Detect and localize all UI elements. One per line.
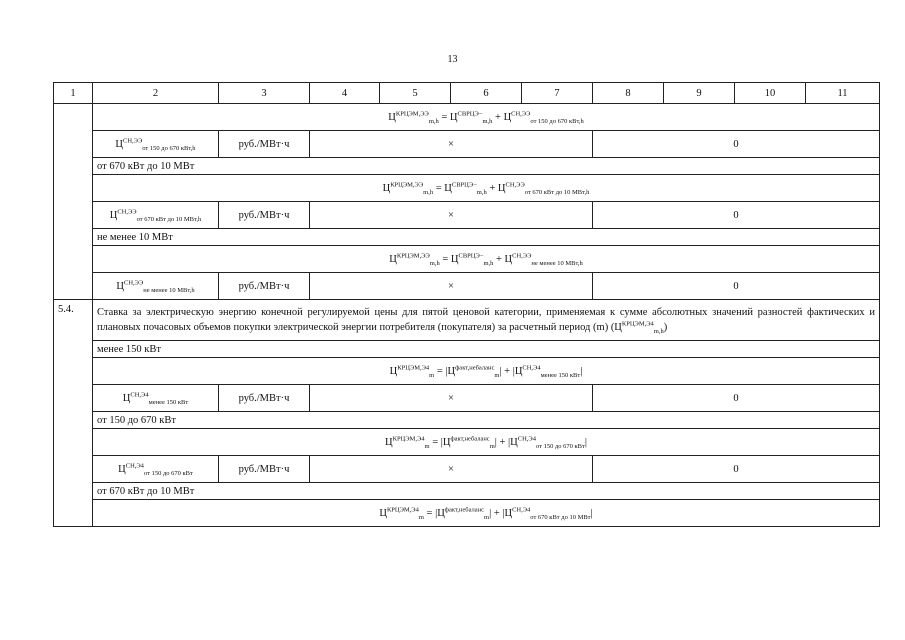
variable-cell: $Ц^{СН,Э4}_{от 150 до 670 кВт}$ — [93, 456, 219, 483]
cross-cell: × — [310, 385, 593, 412]
zero-cell: 0 — [593, 131, 880, 158]
range-row — [54, 158, 880, 175]
page-number: 13 — [447, 54, 458, 65]
col-header: 7 — [522, 83, 593, 104]
value-row — [54, 202, 880, 229]
section-row — [54, 300, 880, 341]
section-description: Ставка за электрическую энергию конечной регулируемой цены для пятой ценовой категории, применяемая к сумме абсолютных значений разностей фактических и плановых почасовых объемов покупки электрической энергии потребителя (покупателя) за расчетный период (m) $(Ц^{КРЦЭМ,Э4}_{m,h})$ — [93, 300, 880, 341]
row-number-cell — [54, 104, 93, 300]
variable-cell: $Ц^{СН,ЭЭ}_{от 150 до 670 кВт,h}$ — [93, 131, 219, 158]
col-header: 10 — [735, 83, 806, 104]
cross-cell: × — [310, 273, 593, 300]
unit-cell: руб./МВт·ч — [219, 131, 310, 158]
value-row — [54, 273, 880, 300]
formula-row — [54, 429, 880, 456]
col-header: 8 — [593, 83, 664, 104]
col-header: 4 — [310, 83, 380, 104]
header-row — [54, 83, 880, 104]
variable-cell: $Ц^{СН,ЭЭ}_{не менее 10 МВт,h}$ — [93, 273, 219, 300]
formula: $Ц^{КРЦЭМ,ЭЭ}_{m,h} = Ц^{СВРЦЭ-}_{m,h} + Ц^{СН,ЭЭ}_{не менее 10 МВт,h}$ — [93, 246, 880, 273]
zero-cell: 0 — [593, 385, 880, 412]
formula: $Ц^{КРЦЭМ,ЭЭ}_{m,h} = Ц^{СВРЦЭ-}_{m,h} + Ц^{СН,ЭЭ}_{от 670 кВт до 10 МВт,h}$ — [93, 175, 880, 202]
tariff-table — [53, 82, 880, 527]
variable-cell: $Ц^{СН,Э4}_{менее 150 кВт}$ — [93, 385, 219, 412]
range-row — [54, 483, 880, 500]
range-label: не менее 10 МВт — [93, 229, 880, 246]
range-label: менее 150 кВт — [93, 341, 880, 358]
formula: $Ц^{КРЦЭМ,Э4}_m = |Ц^{факт,небаланс}_m| + |Ц^{СН,Э4}_{от 150 до 670 кВт}|$ — [93, 429, 880, 456]
range-label: от 150 до 670 кВт — [93, 412, 880, 429]
col-header: 11 — [806, 83, 880, 104]
unit-cell: руб./МВт·ч — [219, 456, 310, 483]
formula-row — [54, 246, 880, 273]
unit-cell: руб./МВт·ч — [219, 273, 310, 300]
formula-row — [54, 175, 880, 202]
variable-cell: $Ц^{СН,ЭЭ}_{от 670 кВт до 10 МВт,h}$ — [93, 202, 219, 229]
zero-cell: 0 — [593, 273, 880, 300]
cross-cell: × — [310, 456, 593, 483]
col-header: 9 — [664, 83, 735, 104]
formula-row — [54, 358, 880, 385]
zero-cell: 0 — [593, 202, 880, 229]
col-header: 6 — [451, 83, 522, 104]
zero-cell: 0 — [593, 456, 880, 483]
range-label: от 670 кВт до 10 МВт — [93, 158, 880, 175]
cross-cell: × — [310, 202, 593, 229]
formula: $Ц^{КРЦЭМ,ЭЭ}_{m,h} = Ц^{СВРЦЭ-}_{m,h} + Ц^{СН,ЭЭ}_{от 150 до 670 кВт,h}$ — [93, 104, 880, 131]
range-label: от 670 кВт до 10 МВт — [93, 483, 880, 500]
range-row — [54, 341, 880, 358]
range-row — [54, 229, 880, 246]
value-row — [54, 385, 880, 412]
range-row — [54, 412, 880, 429]
value-row — [54, 131, 880, 158]
col-header: 2 — [93, 83, 219, 104]
col-header: 5 — [380, 83, 451, 104]
unit-cell: руб./МВт·ч — [219, 202, 310, 229]
unit-cell: руб./МВт·ч — [219, 385, 310, 412]
formula-row — [54, 500, 880, 527]
formula: $Ц^{КРЦЭМ,Э4}_m = |Ц^{факт,небаланс}_m| + |Ц^{СН,Э4}_{менее 150 кВт}|$ — [93, 358, 880, 385]
section-number: 5.4. — [54, 300, 93, 527]
formula: $Ц^{КРЦЭМ,Э4}_m = |Ц^{факт,небаланс}_m| + |Ц^{СН,Э4}_{от 670 кВт до 10 МВт}|$ — [93, 500, 880, 527]
formula-row — [54, 104, 880, 131]
col-header: 3 — [219, 83, 310, 104]
value-row — [54, 456, 880, 483]
cross-cell: × — [310, 131, 593, 158]
col-header: 1 — [54, 83, 93, 104]
